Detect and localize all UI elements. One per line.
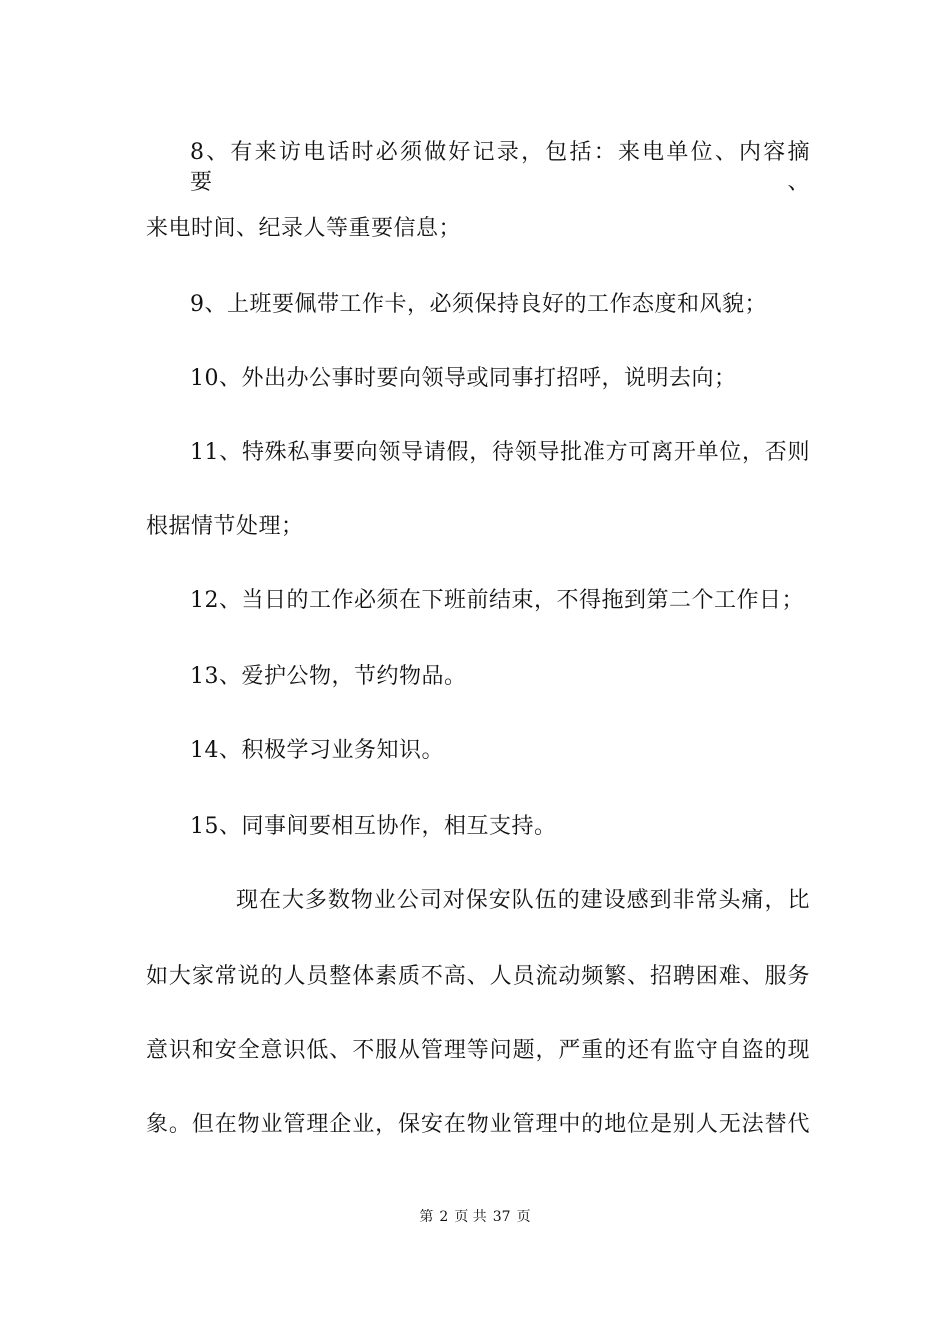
rule-8-line-2: 来电时间、纪录人等重要信息； [146, 216, 462, 241]
footer-total-pages: 37 [492, 1209, 511, 1225]
rule-10: 10、外出办公事时要向领导或同事打招呼，说明去向； [190, 366, 737, 391]
rule-15: 15、同事间要相互协作，相互支持。 [190, 814, 557, 839]
rule-14: 14、积极学习业务知识。 [190, 738, 444, 763]
footer-page-number: 2 [439, 1209, 449, 1225]
rule-8-line-1: 8、有来访电话时必须做好记录，包括：来电单位、内容摘要、 [190, 140, 810, 195]
rule-13: 13、爱护公物，节约物品。 [190, 664, 467, 689]
paragraph-line-3: 意识和安全意识低、不服从管理等问题，严重的还有监守自盗的现 [146, 1038, 810, 1063]
footer-suffix: 页 [516, 1209, 531, 1225]
page-footer [0, 1208, 950, 1226]
rule-9: 9、上班要佩带工作卡，必须保持良好的工作态度和风貌； [190, 292, 767, 317]
paragraph-line-4: 象。但在物业管理企业，保安在物业管理中的地位是别人无法替代 [146, 1112, 810, 1137]
paragraph-line-2: 如大家常说的人员整体素质不高、人员流动频繁、招聘困难、服务 [146, 964, 810, 989]
paragraph-line-1: 现在大多数物业公司对保安队伍的建设感到非常头痛，比 [236, 888, 810, 913]
footer-middle: 页 共 [454, 1209, 487, 1225]
rule-12: 12、当日的工作必须在下班前结束，不得拖到第二个工作日； [190, 588, 804, 613]
footer-prefix: 第 [419, 1209, 434, 1225]
rule-11-line-2: 根据情节处理； [146, 514, 304, 539]
rule-11-line-1: 11、特殊私事要向领导请假，待领导批准方可离开单位，否则 [190, 440, 810, 465]
